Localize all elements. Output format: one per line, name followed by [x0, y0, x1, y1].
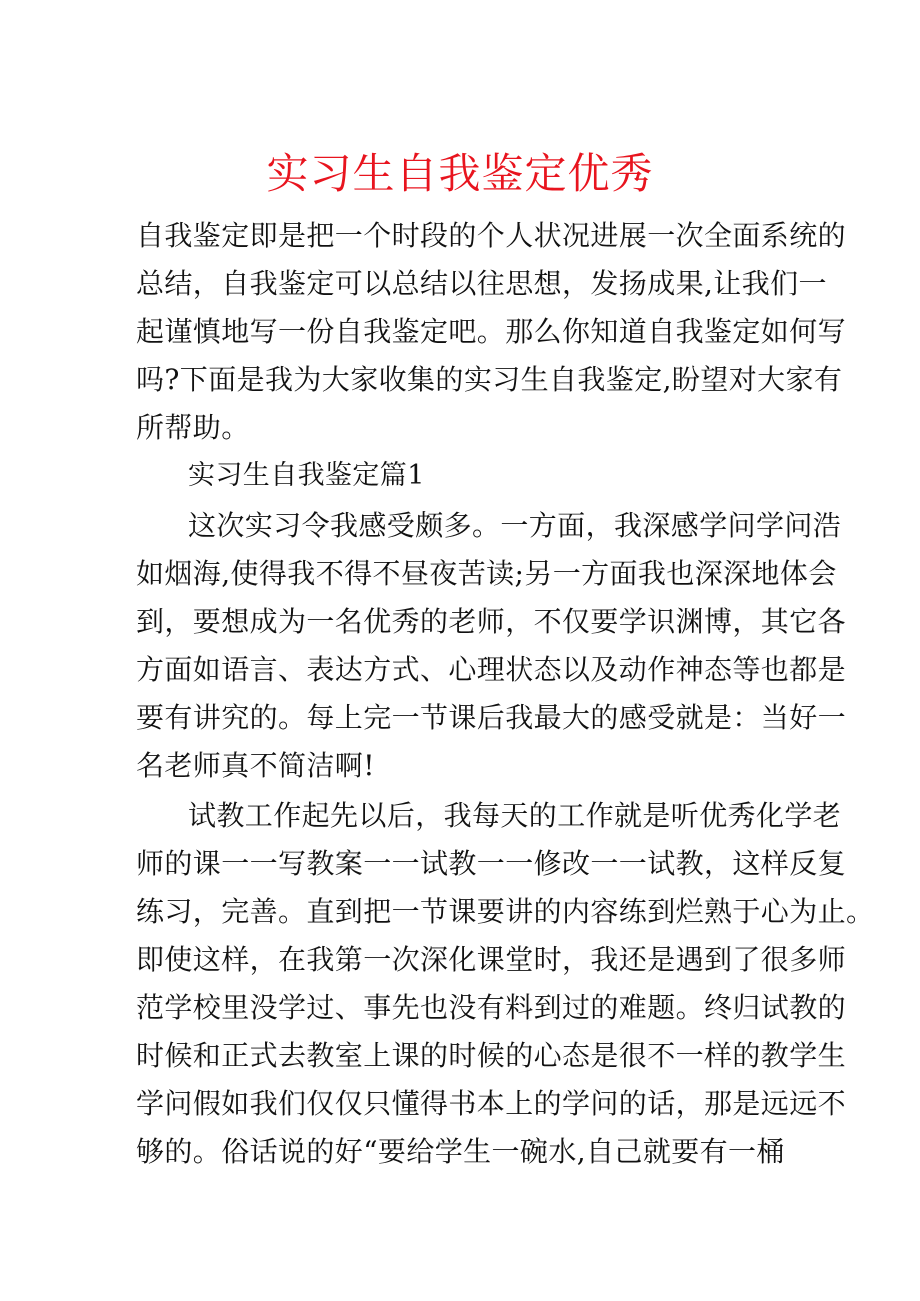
intro-line: 总结，自我鉴定可以总结以往思想，发扬成果,让我们一 — [136, 267, 827, 300]
paragraph-line: 方面如语言、表达方式、心理状态以及动作神态等也都是 — [136, 653, 847, 686]
intro-line: 起谨慎地写一份自我鉴定吧。那么你知道自我鉴定如何写 — [136, 315, 847, 348]
paragraph-line: 学问假如我们仅仅只懂得书本上的学问的话，那是远远不 — [136, 1087, 847, 1120]
paragraph-line: 要有讲究的。每上完一节课后我最大的感受就是：当好一 — [136, 701, 847, 734]
paragraph-line: 时候和正式去教室上课的时候的心态是很不一样的教学生 — [136, 1039, 847, 1072]
intro-line: 所帮助。 — [136, 411, 250, 444]
paragraph-line: 范学校里没学过、事先也没有料到过的难题。终归试教的 — [136, 991, 847, 1024]
paragraph-line: 够的。俗话说的好“要给学生一碗水,自己就要有一桶 — [136, 1135, 785, 1168]
paragraph-line: 师的课一一写教案一一试教一一修改一一试教，这样反复 — [136, 847, 847, 880]
paragraph-line: 如烟海,使得我不得不昼夜苦读;另一方面我也深深地体会 — [136, 557, 837, 590]
section-heading: 实习生自我鉴定篇1 — [188, 460, 425, 491]
paragraph-line: 练习，完善。直到把一节课要讲的内容练到烂熟于心为止。 — [136, 895, 875, 928]
intro-line: 吗?下面是我为大家收集的实习生自我鉴定,盼望对大家有 — [136, 363, 843, 396]
document-title: 实习生自我鉴定优秀 — [266, 149, 654, 198]
paragraph-line: 名老师真不简洁啊! — [136, 749, 375, 782]
intro-line: 自我鉴定即是把一个时段的个人状况进展一次全面系统的 — [136, 219, 847, 252]
paragraph-line: 这次实习令我感受颇多。一方面，我深感学问学问浩 — [188, 509, 842, 542]
paragraph-line: 即使这样，在我第一次深化课堂时，我还是遇到了很多师 — [136, 943, 847, 976]
paragraph-line: 到，要想成为一名优秀的老师，不仅要学识渊博，其它各 — [136, 605, 847, 638]
paragraph-line: 试教工作起先以后，我每天的工作就是听优秀化学老 — [188, 799, 842, 832]
